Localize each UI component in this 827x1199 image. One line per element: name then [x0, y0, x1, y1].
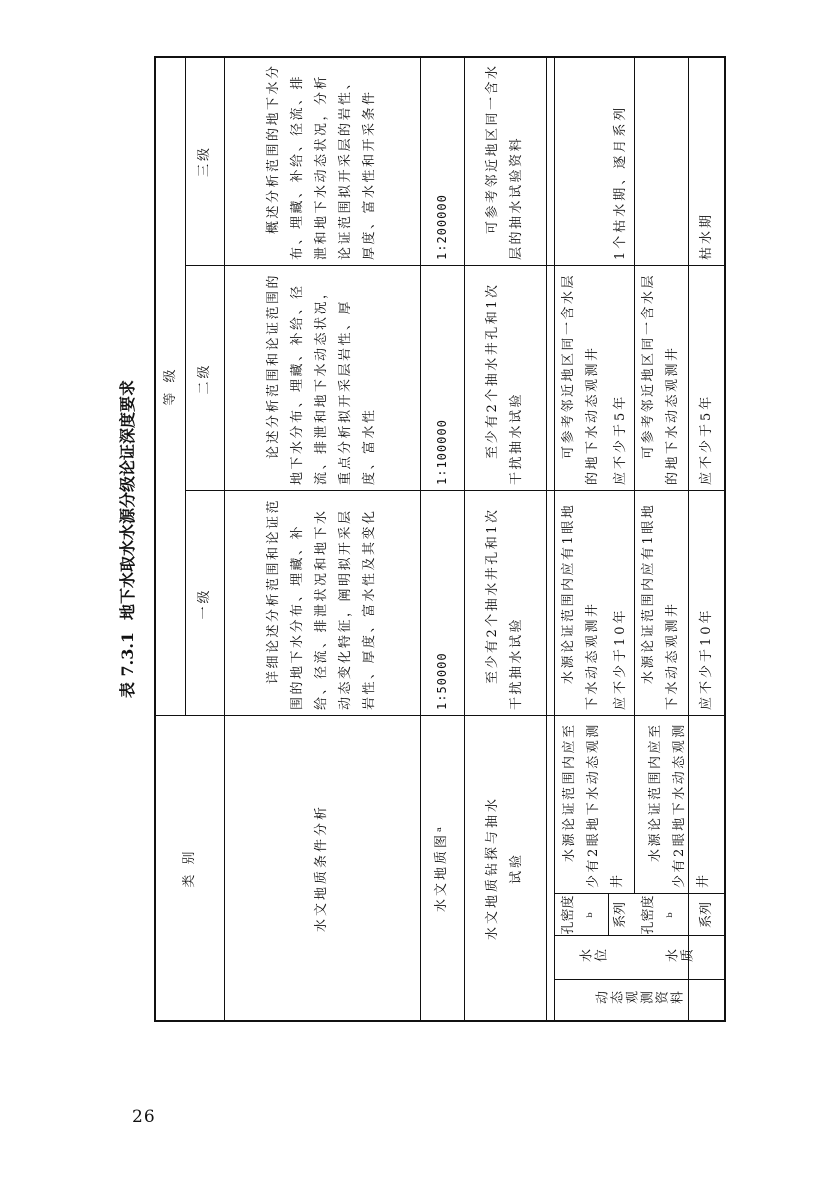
quality-series-label: 系列	[699, 902, 714, 929]
row-label-conditions: 水文地质条件分析	[314, 804, 329, 933]
level-series-label: 系列	[613, 902, 628, 929]
page-number: 26	[132, 1107, 156, 1127]
header-grade-group: 等 级	[162, 366, 178, 406]
level-density-level-3: 可参考邻近地区同一含水层的地下水动态观测井	[561, 272, 600, 485]
row-label-monitoring: 动态观测资料	[595, 992, 685, 1007]
quality-density-level-2: 水源论证范围内应有1眼地下水动态观测井	[641, 502, 680, 710]
quality-density-level-3: 可参考邻近地区同一含水层的地下水动态观测井	[641, 272, 680, 485]
row-label-drilling: 水文地质钻探与抽水试验	[485, 795, 524, 940]
header-category: 类 别	[182, 848, 197, 888]
map-scale-level-1: 1∶50000	[435, 652, 449, 710]
map-scale-level-2: 1∶100000	[435, 419, 449, 485]
quality-density-label: 孔密度ᵇ	[641, 895, 680, 935]
conditions-level-1: 详细论述分析范围和论证范围的地下水分布、埋藏、补给、径流、排泄状况和地下水动态变化特征，阐明拟开采层岩性、厚度、富水性及其变化	[266, 497, 377, 710]
header-level-3: 三级	[196, 145, 212, 178]
table-caption: 地下水取水水源分级论证深度要求	[118, 379, 137, 620]
drilling-level-3: 可参考邻近地区同一含水层的抽水试验资料	[485, 63, 524, 260]
drilling-level-1: 至少有2个抽水井孔和1次干扰抽水试验	[485, 507, 524, 710]
quality-series-level-1: 应不少于10年	[699, 607, 714, 710]
level-series-level-2: 应不少于5年	[613, 393, 628, 485]
requirements-table	[154, 56, 726, 1022]
conditions-level-3: 概述分析范围的地下水分布、埋藏、补给、径流、排泄和地下水动态状况，分析论证范围拟开采层的岩性、厚度、富水性和开采条件	[266, 63, 377, 260]
quality-series-level-2: 应不少于5年	[699, 393, 714, 485]
level-density-level-2: 水源论证范围内应有1眼地下水动态观测井	[561, 502, 600, 710]
level-density-label: 孔密度ᵇ	[561, 895, 600, 935]
quality-density-level-1: 水源论证范围内应至少有2眼地下水动态观测井	[648, 722, 711, 888]
table-number: 表 7.3.1	[118, 631, 137, 699]
row-label-map: 水文地质图ᵃ	[434, 824, 449, 913]
level-series-level-1: 应不少于10年	[613, 607, 628, 710]
quality-series-level-3: 枯水期	[699, 211, 714, 260]
header-level-2: 二级	[196, 362, 212, 395]
rotated-table-block	[110, 56, 726, 1022]
level-density-level-1: 水源论证范围内应至少有2眼地下水动态观测井	[562, 722, 625, 888]
drilling-level-2: 至少有2个抽水井孔和1次干扰抽水试验	[485, 282, 524, 485]
row-label-water-level: 水位	[579, 950, 609, 965]
conditions-level-2: 论述分析范围和论证范围的地下水分布、埋藏、补给、径流、排泄和地下水动态状况，重点分析拟开采层岩性、厚度、富水性	[266, 272, 377, 485]
header-level-1: 一级	[196, 587, 212, 620]
table-title	[110, 56, 146, 1022]
map-scale-level-3: 1∶200000	[435, 194, 449, 260]
level-series-level-3: 1个枯水期、逐月系列	[613, 104, 628, 260]
row-label-water-quality: 水质	[665, 950, 695, 965]
